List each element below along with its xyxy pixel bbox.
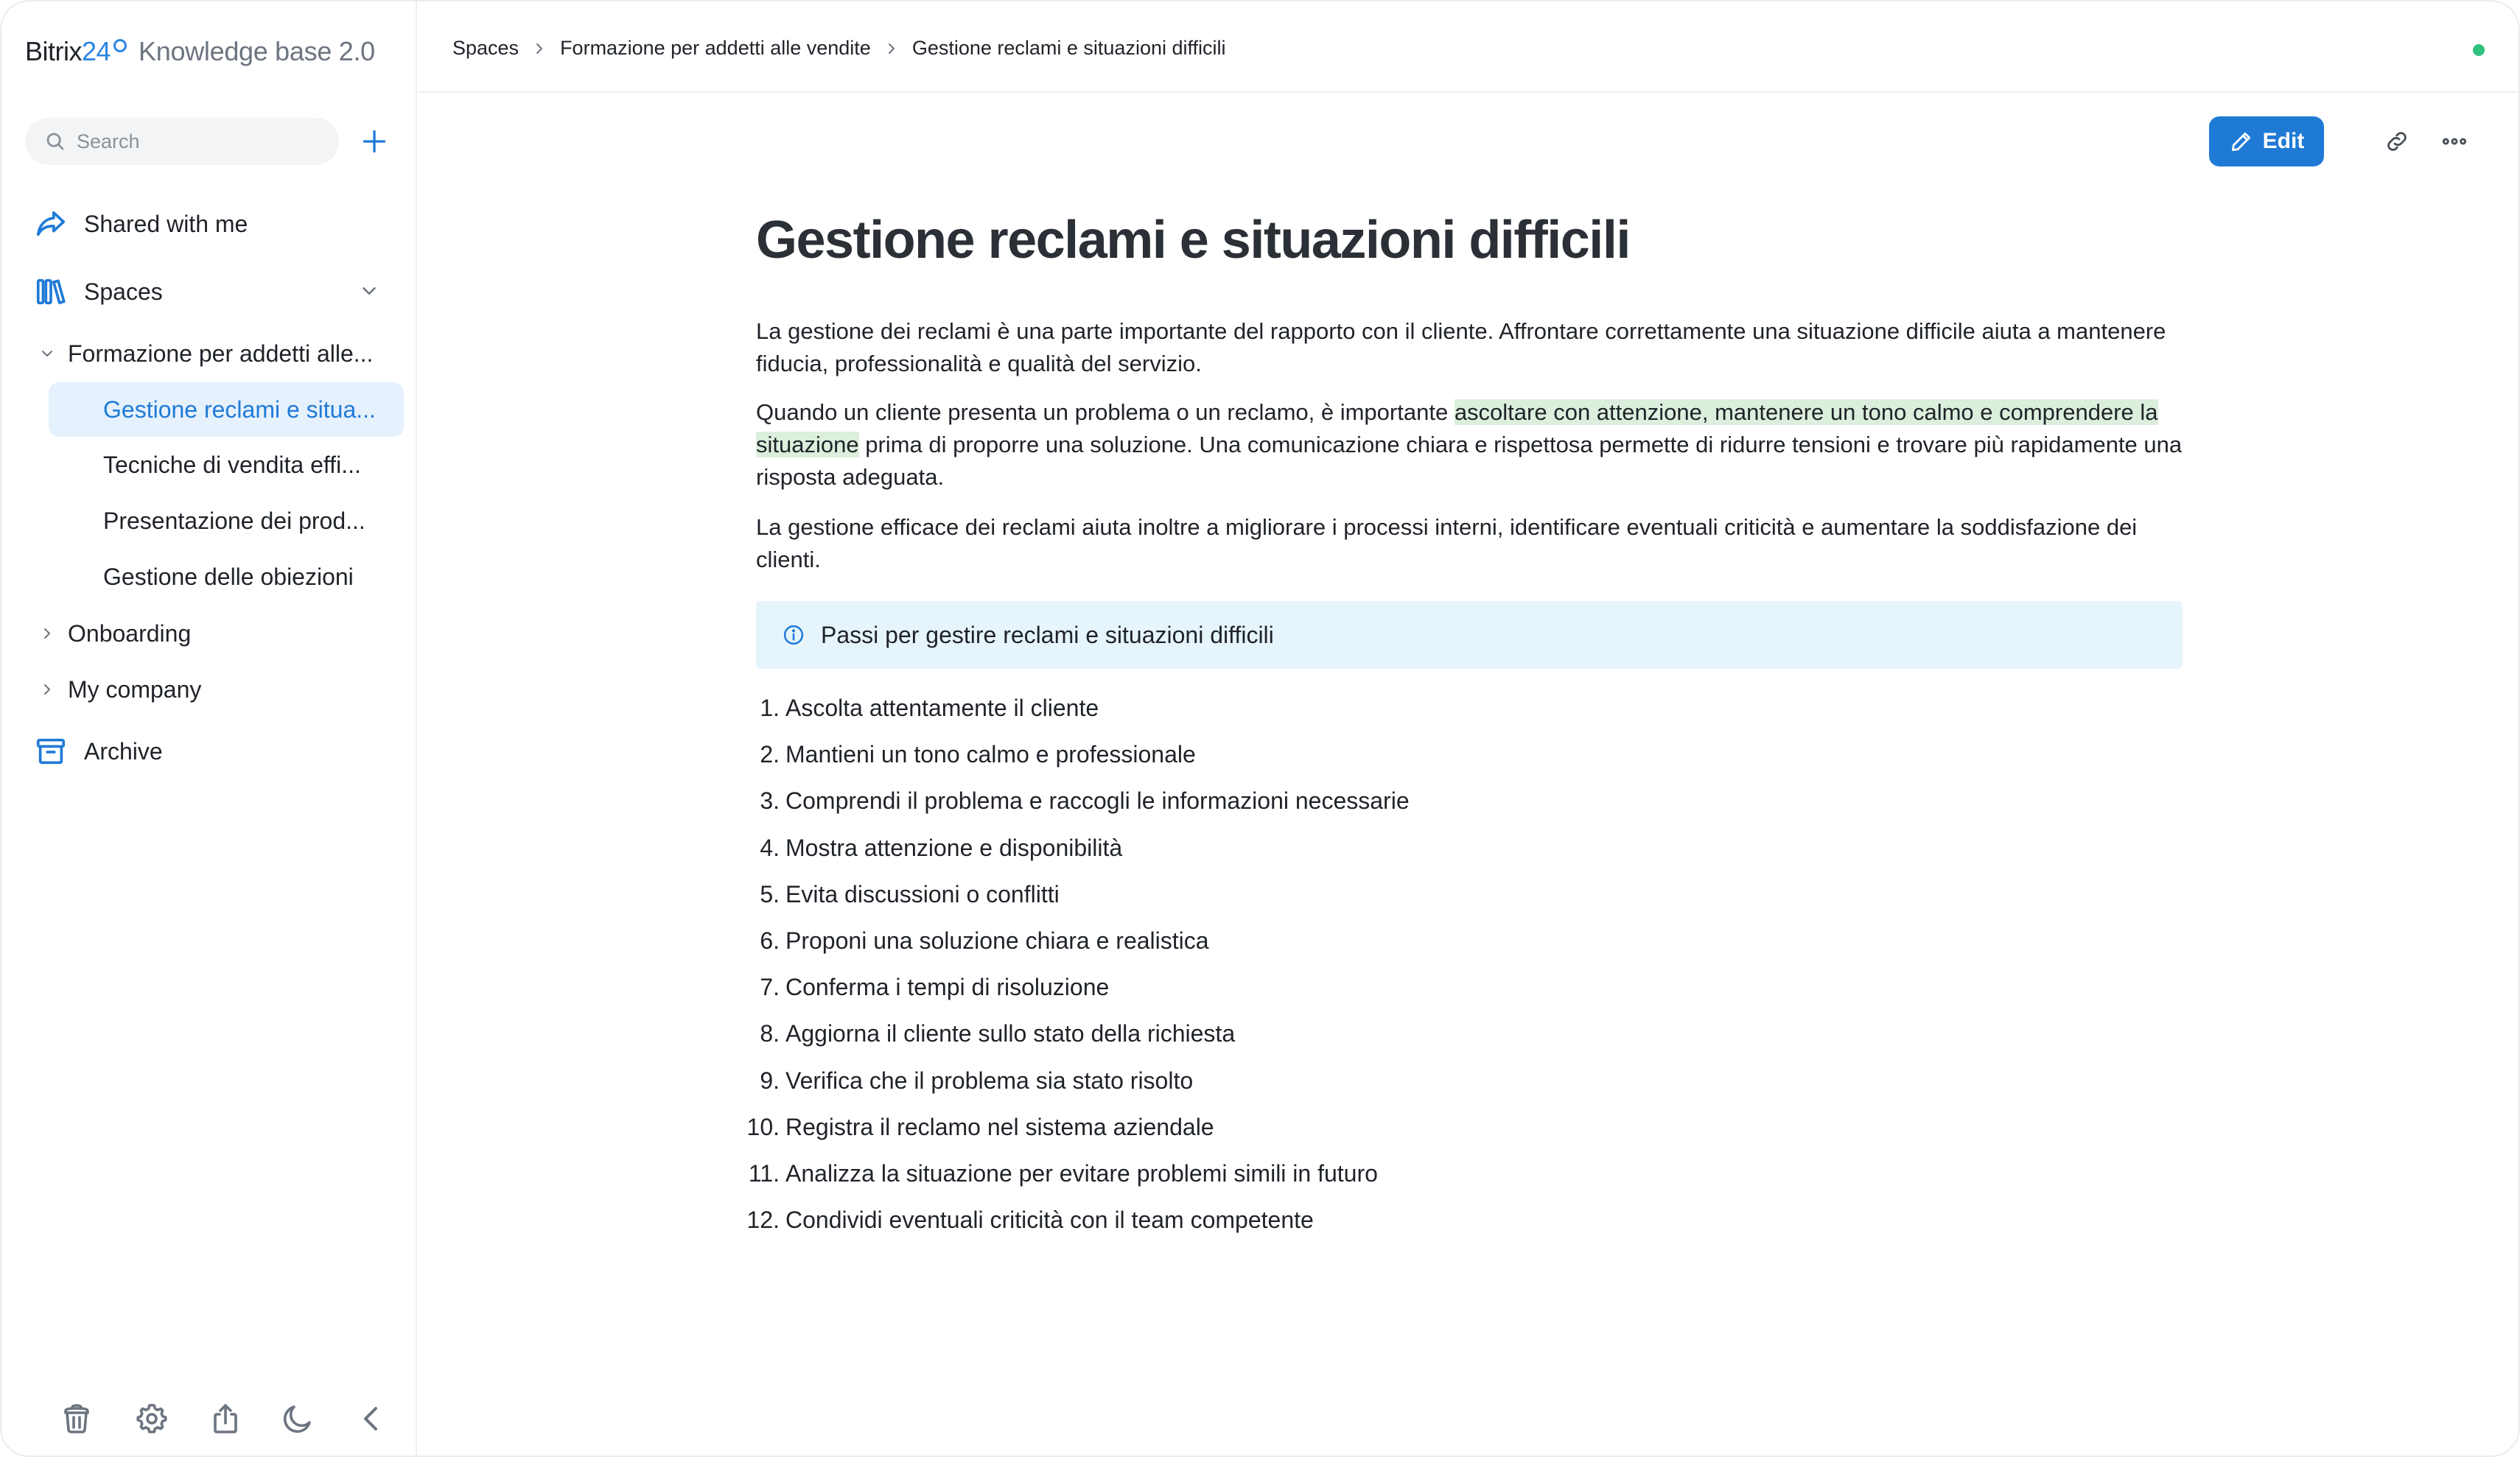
list-item bbox=[756, 964, 2156, 1011]
paragraph-text: Quando un cliente presenta un problema o un reclamo, è importante bbox=[756, 399, 1455, 425]
info-callout bbox=[756, 601, 2183, 669]
more-dots-icon bbox=[2440, 127, 2469, 156]
list-item-text: Registra il reclamo nel sistema aziendale bbox=[785, 1113, 1214, 1140]
document-content bbox=[746, 208, 2185, 1234]
export-icon[interactable] bbox=[208, 1401, 243, 1436]
list-item-text: Conferma i tempi di risoluzione bbox=[785, 974, 1110, 1001]
tree-child-obiezioni[interactable]: Gestione delle obiezioni bbox=[103, 563, 354, 590]
nav-spaces[interactable] bbox=[34, 271, 163, 312]
list-item-text: Aggiorna il cliente sullo stato della richiesta bbox=[785, 1020, 1236, 1047]
list-item bbox=[756, 778, 2156, 824]
chevron-down-icon bbox=[38, 345, 56, 362]
tree-onboarding-label: Onboarding bbox=[68, 619, 192, 647]
list-item-number: 12. bbox=[746, 1207, 780, 1234]
highlighted-text: ascoltare con attenzione, mantenere un tono calmo e comprendere la situazione bbox=[756, 399, 2158, 457]
chevron-right-icon bbox=[38, 681, 56, 698]
app-title: Knowledge base 2.0 bbox=[139, 36, 375, 66]
list-item-text: Analizza la situazione per evitare problemi simili in futuro bbox=[785, 1159, 1378, 1187]
breadcrumb-spaces[interactable]: Spaces bbox=[452, 37, 519, 59]
nav-shared-label: Shared with me bbox=[84, 210, 248, 237]
copy-link-button[interactable] bbox=[2380, 124, 2414, 158]
list-item-number: 10. bbox=[746, 1113, 780, 1140]
steps-list bbox=[746, 685, 2156, 1243]
brand-logo bbox=[25, 34, 375, 69]
sidebar bbox=[1, 1, 417, 1456]
breadcrumb-current: Gestione reclami e situazioni difficili bbox=[911, 37, 1226, 59]
chevron-right-icon bbox=[38, 625, 56, 642]
list-item-number: 2. bbox=[760, 741, 780, 768]
nav-spaces-label: Spaces bbox=[84, 278, 163, 305]
paragraph-text: prima di proporre una soluzione. Una comunicazione chiara e rispettosa permette di ridurre tensioni e trovare più rapidamente una risposta adeguata. bbox=[756, 432, 2183, 490]
tree-child-presentazione[interactable]: Presentazione dei prod... bbox=[103, 507, 365, 534]
brand-number: 24 bbox=[82, 36, 111, 66]
search-box[interactable] bbox=[25, 118, 339, 165]
sidebar-footer bbox=[1, 1385, 417, 1456]
list-item-number: 9. bbox=[760, 1067, 780, 1094]
trash-icon[interactable] bbox=[59, 1401, 94, 1436]
edit-button-label: Edit bbox=[2262, 129, 2305, 153]
list-item-text: Verifica che il problema sia stato risolto bbox=[785, 1067, 1194, 1094]
list-item bbox=[756, 685, 2156, 731]
list-item-number: 7. bbox=[760, 974, 780, 1001]
gear-icon[interactable] bbox=[134, 1401, 169, 1436]
chevron-right-icon bbox=[531, 40, 548, 57]
list-item-number: 11. bbox=[748, 1159, 780, 1187]
list-item-text: Condividi eventuali criticità con il team competente bbox=[785, 1207, 1314, 1234]
list-item-text: Mostra attenzione e disponibilità bbox=[785, 834, 1123, 861]
list-item-number: 5. bbox=[760, 880, 780, 907]
document-toolbar bbox=[2209, 116, 2519, 168]
tree-child-gestione-reclami[interactable]: Gestione reclami e situa... bbox=[49, 382, 404, 437]
list-item bbox=[746, 1197, 2156, 1243]
collapse-sidebar-icon[interactable] bbox=[354, 1401, 389, 1436]
more-options-button[interactable] bbox=[2437, 124, 2471, 158]
search-icon bbox=[44, 130, 66, 152]
moon-icon[interactable] bbox=[280, 1401, 315, 1436]
archive-icon bbox=[34, 734, 68, 768]
list-item-text: Evita discussioni o conflitti bbox=[785, 880, 1060, 907]
paragraph-intro: La gestione dei reclami è una parte importante del rapporto con il cliente. Affrontare correttamente una situazione difficile aiuta a mantenere fiducia, professionalità e qualità del servizio. bbox=[756, 318, 2166, 376]
list-item bbox=[756, 871, 2156, 918]
list-item bbox=[756, 1011, 2156, 1057]
online-status-indicator bbox=[2473, 44, 2485, 56]
list-item-text: Comprendi il problema e raccogli le informazioni necessarie bbox=[785, 787, 1410, 815]
document-title: Gestione reclami e situazioni difficili bbox=[756, 211, 1630, 270]
share-arrow-icon bbox=[34, 207, 68, 241]
list-item bbox=[756, 825, 2156, 871]
tree-item-onboarding[interactable] bbox=[38, 607, 191, 660]
paragraph-approach bbox=[756, 396, 2185, 494]
tree-item-formazione[interactable] bbox=[38, 327, 373, 380]
tree-child-tecniche-vendita[interactable]: Tecniche di vendita effi... bbox=[103, 451, 361, 478]
topbar bbox=[419, 1, 2519, 93]
breadcrumb-formazione[interactable]: Formazione per addetti alle vendite bbox=[560, 37, 871, 59]
link-icon bbox=[2384, 128, 2410, 155]
chevron-down-icon[interactable] bbox=[358, 280, 380, 302]
list-item bbox=[746, 1104, 2156, 1151]
search-input[interactable] bbox=[77, 130, 312, 153]
list-item-text: Mantieni un tono calmo e professionale bbox=[785, 741, 1196, 768]
list-item bbox=[748, 1151, 2156, 1197]
tree-item-my-company[interactable] bbox=[38, 663, 201, 716]
brand-name: Bitrix bbox=[25, 36, 82, 66]
list-item-number: 8. bbox=[760, 1020, 780, 1047]
add-button[interactable] bbox=[357, 124, 392, 159]
list-item bbox=[756, 918, 2156, 964]
nav-archive-label: Archive bbox=[84, 737, 163, 765]
pencil-icon bbox=[2229, 129, 2254, 154]
list-item-number: 3. bbox=[760, 787, 780, 815]
plus-icon bbox=[361, 128, 388, 155]
list-item-number: 6. bbox=[760, 927, 780, 955]
info-icon bbox=[783, 624, 805, 646]
nav-archive[interactable] bbox=[34, 731, 163, 772]
list-item-text: Ascolta attentamente il cliente bbox=[785, 695, 1099, 722]
list-item-number: 1. bbox=[760, 695, 780, 722]
tree-company-label: My company bbox=[68, 675, 202, 703]
breadcrumb bbox=[452, 37, 1226, 60]
chevron-right-icon bbox=[883, 40, 900, 57]
list-item-number: 4. bbox=[760, 834, 780, 861]
nav-shared-with-me[interactable] bbox=[34, 203, 248, 245]
library-icon bbox=[34, 275, 68, 309]
tree-group-label: Formazione per addetti alle... bbox=[68, 340, 374, 367]
paragraph-benefits: La gestione efficace dei reclami aiuta inoltre a migliorare i processi interni, identificare eventuali criticità e aumentare la soddisfazione dei clienti. bbox=[756, 514, 2138, 572]
list-item bbox=[756, 731, 2156, 778]
list-item-text: Proponi una soluzione chiara e realistica bbox=[785, 927, 1209, 955]
clock-icon bbox=[113, 39, 127, 52]
list-item bbox=[756, 1058, 2156, 1104]
edit-button[interactable] bbox=[2209, 116, 2324, 166]
info-callout-text: Passi per gestire reclami e situazioni difficili bbox=[821, 621, 1274, 648]
